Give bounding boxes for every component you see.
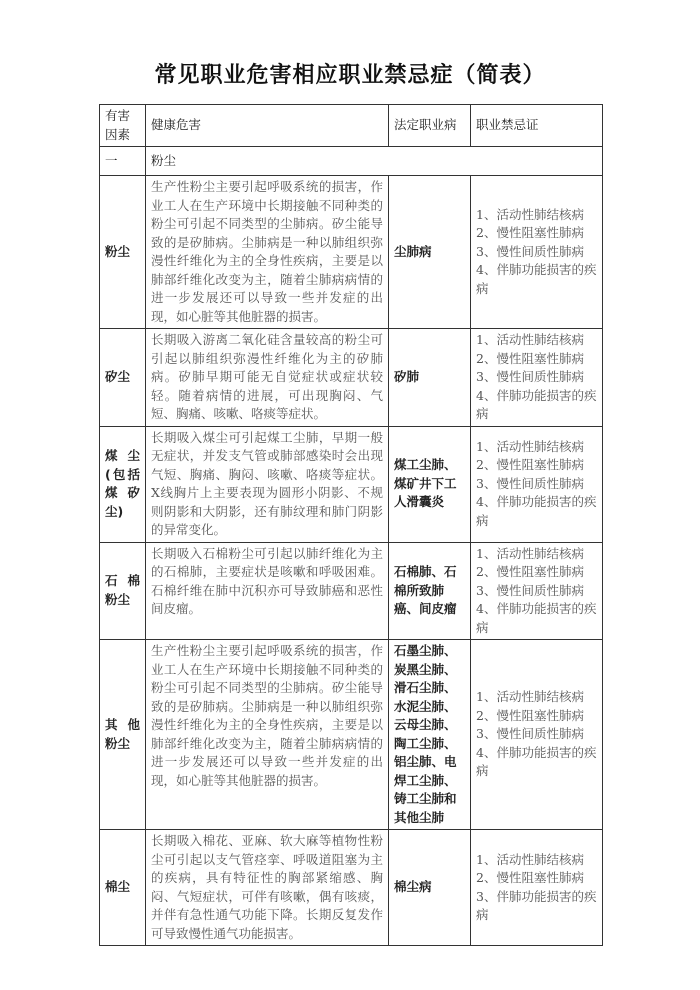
header-contra: 职业禁忌证: [471, 105, 603, 147]
health-hazard: 长期吸入煤尘可引起煤工尘肺，早期一般无症状，并发支气管或肺部感染时会出现气短、胸痛、胸闷、咳嗽、咯痰等症状。X线胸片上主要表现为圆形小阴影、不规则阴影和大阴影，还有肺纹理和肺门阴影的异常变化。: [146, 426, 389, 542]
contraindication-item: 4、伴肺功能损害的疾病: [476, 387, 597, 421]
page-title: 常见职业危害相应职业禁忌症（简表）: [154, 63, 546, 88]
section-index: 一: [100, 147, 146, 176]
contraindication-item: 2、慢性阻塞性肺病: [476, 707, 584, 723]
hazard-factor: 其他粉尘: [100, 640, 146, 830]
table-row: [100, 176, 603, 329]
table-row: [100, 426, 603, 542]
table-row: [100, 329, 603, 427]
occupational-disease: 棉尘病: [389, 830, 471, 946]
hazard-factor: 矽尘: [100, 329, 146, 427]
occupational-disease: 煤工尘肺、煤矿井下工人滑囊炎: [389, 426, 471, 542]
contraindication-item: 4、伴肺功能损害的疾病: [476, 262, 597, 296]
contraindication-item: 4、伴肺功能损害的疾病: [476, 601, 597, 635]
contraindications: [471, 830, 603, 946]
health-hazard: 生产性粉尘主要引起呼吸系统的损害，作业工人在生产环境中长期接触不同种类的粉尘可引起不同类型的尘肺病。矽尘能导致的是矽肺病。尘肺病是一种以肺组织弥漫性纤维化为主的全身性疾病，主要是以肺部纤维化改变为主，随着尘肺病病情的进一步发展还可以导致一些并发症的出现，如心脏等其他脏器的损害。: [146, 176, 389, 329]
contraindications: [471, 542, 603, 640]
contraindications: [471, 426, 603, 542]
health-hazard: 生产性粉尘主要引起呼吸系统的损害，作业工人在生产环境中长期接触不同种类的粉尘可引起不同类型的尘肺病。矽尘能导致的是矽肺病。尘肺病是一种以肺组织弥漫性纤维化为主的全身性疾病，主要是以肺部纤维化改变为主，随着尘肺病病情的进一步发展还可以导致一些并发症的出现，如心脏等其他脏器的损害。: [146, 640, 389, 830]
contraindication-item: 3、慢性间质性肺病: [476, 726, 584, 742]
contraindication-table: [99, 104, 603, 946]
contraindications: [471, 329, 603, 427]
occupational-disease: 石棉肺、石棉所致肺癌、间皮瘤: [389, 542, 471, 640]
contraindications: [471, 640, 603, 830]
contraindication-item: 4、伴肺功能损害的疾病: [476, 494, 597, 528]
contraindication-item: 3、慢性间质性肺病: [476, 582, 584, 598]
contraindication-item: 3、慢性间质性肺病: [476, 369, 584, 384]
contraindication-item: 2、慢性阻塞性肺病: [476, 225, 584, 241]
occupational-disease: 石墨尘肺、炭黑尘肺、滑石尘肺、水泥尘肺、云母尘肺、陶工尘肺、铝尘肺、电焊工尘肺、铸工尘肺和其他尘肺: [389, 640, 471, 830]
contraindication-item: 1、活动性肺结核病: [476, 206, 584, 222]
contraindication-item: 2、慢性阻塞性肺病: [476, 870, 584, 885]
contraindication-item: 1、活动性肺结核病: [476, 332, 584, 347]
contraindication-item: 1、活动性肺结核病: [476, 851, 584, 867]
contraindication-item: 2、慢性阻塞性肺病: [476, 457, 584, 473]
contraindication-item: 1、活动性肺结核病: [476, 438, 584, 454]
contraindication-item: 1、活动性肺结核病: [476, 545, 584, 561]
contraindication-item: 3、伴肺功能损害的疾病: [476, 888, 597, 922]
table-header-row: [100, 105, 603, 147]
health-hazard: 长期吸入游离二氧化硅含量较高的粉尘可引起以肺组织弥漫性纤维化为主的矽肺病。矽肺早期可能无自觉症状或症状较轻。随着病情的进展，可出现胸闷、气短、胸痛、咳嗽、咯痰等症状。: [146, 329, 389, 427]
hazard-factor: 棉尘: [100, 830, 146, 946]
contraindication-item: 3、慢性间质性肺病: [476, 243, 584, 259]
hazard-factor: 粉尘: [100, 176, 146, 329]
table-row: [100, 640, 603, 830]
occupational-disease: 矽肺: [389, 329, 471, 427]
contraindication-item: 1、活动性肺结核病: [476, 689, 584, 705]
header-factor: 有害因素: [100, 105, 146, 147]
contraindication-item: 2、慢性阻塞性肺病: [476, 564, 584, 579]
health-hazard: 长期吸入棉花、亚麻、软大麻等植物性粉尘可引起以支气管痉挛、呼吸道阻塞为主的疾病，具有特征性的胸部紧缩感、胸闷、气短症状，可伴有咳嗽，偶有咳痰，并伴有急性通气功能下降。长期反复发作可导致慢性通气功能损害。: [146, 830, 389, 946]
header-disease: 法定职业病: [389, 105, 471, 147]
header-hazard: 健康危害: [146, 105, 389, 147]
table-row: [100, 542, 603, 640]
hazard-factor: 石棉粉尘: [100, 542, 146, 640]
hazard-factor: 煤尘(包括煤矽尘): [100, 426, 146, 542]
contraindication-item: 4、伴肺功能损害的疾病: [476, 744, 597, 779]
contraindications: [471, 176, 603, 329]
health-hazard: 长期吸入石棉粉尘可引起以肺纤维化为主的石棉肺，主要症状是咳嗽和呼吸困难。石棉纤维在肺中沉积亦可导致肺癌和恶性间皮瘤。: [146, 542, 389, 640]
section-name: 粉尘: [146, 147, 603, 176]
section-row: [100, 147, 603, 176]
contraindication-item: 2、慢性阻塞性肺病: [476, 350, 584, 366]
occupational-disease: 尘肺病: [389, 176, 471, 329]
table-row: [100, 830, 603, 946]
contraindication-item: 3、慢性间质性肺病: [476, 475, 584, 491]
